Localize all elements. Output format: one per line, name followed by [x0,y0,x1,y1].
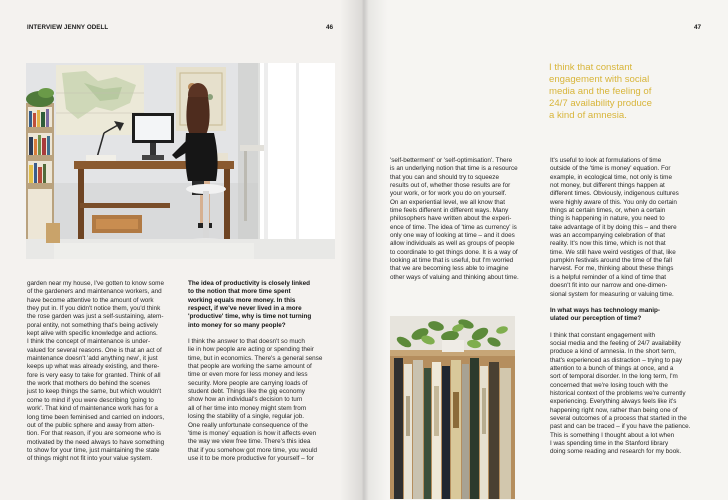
body-line: reality. It's now this time, which is not that [550,240,666,248]
body-line: time. We still have weird vestiges of that, like [550,248,676,256]
body-line: security. More people are carrying loads of [188,379,308,387]
body-line: work'. That kind of maintenance work has for a [27,405,158,413]
body-line: On an experiential level, we all know that [390,198,505,206]
body-line: is an underlying notion that time is a resource [390,165,518,173]
pull-quote-line: engagement with social [549,74,650,85]
question-line: The idea of productivity is closely linked [188,280,310,287]
body-line: 'self-betterment' or 'self-optimisation'. There [390,157,513,164]
body-line: I think that constant engagement with [550,331,656,339]
pull-quote-line: 24/7 availability produce [549,98,652,109]
body-line: 'time is money' equation is how it affects even [188,429,317,437]
body-line: only one way of looking at time – and it does [390,232,515,240]
body-line: allow individuals as well as groups of people [390,240,515,248]
body-line: time or even more for less money and less [188,371,308,379]
body-line: I think the answer to that doesn't so much [188,338,305,346]
body-line: other ways of valuing and thinking about time. [390,273,519,281]
body-line: philosophers have written about the experi- [390,215,512,223]
body-line: is a helpful reminder of a kind of time that [550,273,667,281]
page-number-left: 46 [326,24,334,31]
body-line: all of her time into money might stem from [188,404,307,412]
body-line: to coordinate to get things done. It is a way of [390,248,518,256]
body-line: take advantage of it by doing this – and there [550,223,677,231]
body-line: pumpkin festivals around the time of the fall [550,257,673,265]
body-line: just to keep things the same, but which wouldn't [27,388,162,396]
body-line: show how an individual's decision to turn [188,396,303,404]
question-line: 'productive' time, why is time not turning [188,313,312,321]
body-line: come to mind if you were describing 'going to [27,396,154,404]
body-line: of things might not fit into your value system. [27,455,153,463]
text-column-right-2 [550,157,690,457]
body-line: doing some reading and research for my book. [550,448,682,456]
body-line: that you can and should try to squeeze [390,173,499,181]
body-line: things at certain times, or, when a certain [550,207,666,215]
body-line: different times. Obviously, indigenous cultures [550,190,679,198]
body-line: maintenance doesn't 'add anything new', it just [27,355,158,363]
gutter-shadow [340,0,388,500]
text-column-left-2 [188,280,322,463]
page-number-right: 47 [694,24,702,31]
body-line: keeps up what was already existing, and there- [27,363,160,371]
pull-quote-line: I think that constant [549,62,633,73]
pull-quote-line: media and the feeling of [549,86,652,97]
body-line: that we are becoming less able to imagine [390,265,509,273]
body-line: This is something I thought about a lot when [550,431,675,439]
body-line: kept alive with specific knowledge and actions. [27,330,158,338]
books-plant-photo [390,316,515,499]
question-line: In what ways has technology manip- [550,306,660,314]
body-line: social media and the feeling of 24/7 availability [550,339,681,347]
body-line: that's experienced as distraction – trying to pay [550,356,683,364]
body-line: One really unfortunate consequence of the [188,421,308,429]
body-line: were highly aware of this. You only do certain [550,198,677,206]
body-line: long time been feminised and carried on indoors, [27,413,165,421]
body-line: tion. For that reason, if you are someone who is [27,430,161,438]
body-line: time, but in economics. There's a general sense [188,354,323,362]
body-line: the way we view free time. There's this idea [188,438,311,446]
text-column-left-1 [27,280,164,464]
body-line: have become attentive to the amount of work [27,296,154,304]
pull-quote-line: a kind of amnesia. [549,110,627,121]
body-line: losing the stability of a single, regular job. [188,413,305,421]
body-line: outside of the 'time is money' equation. For [550,165,671,173]
interview-question [188,280,322,330]
body-line: they put in. If you didn't notice them, you'd think [27,305,161,313]
question-line: into money for so many people? [188,321,286,329]
body-line: example, in ecological time, not only is time [550,173,672,181]
office-photo-illustration [26,63,335,259]
body-line: happening right now, rather than being one of [550,406,678,414]
body-line: the work that mothers do behind the scenes [27,380,151,388]
body-line: not money, but different things happen at [550,182,665,190]
office-photo [26,63,335,259]
body-line: garden near my house, I've gotten to know some [27,280,164,287]
body-line: of the gardeners and maintenance workers, and [27,288,162,296]
body-line: to show for your time, just maintaining the state [27,446,160,454]
body-line: fore is very easy to take for granted. Think of all [27,371,161,379]
body-line: experiencing. Everything always feels like it's [550,398,677,406]
text-column-right-1 [390,157,519,282]
body-line: several outcomes of a process that started in the [550,414,687,422]
body-line: I was spending time in the Stanford library [550,440,669,447]
interview-question [550,307,690,324]
body-line: produce a kind of amnesia. In the short term, [550,348,676,356]
body-line: harvest. For me, thinking about these things [550,265,674,273]
body-line: that if you somehow got more time, you would [188,446,318,454]
body-line: attention to a bunch of things at once, and a [550,364,674,372]
body-line: sort of temporal disorder. In the long term, I'm [550,373,678,381]
body-line: use it to be more productive for yourself – for [188,454,314,462]
body-line: ence of time. The idea of 'time as currency' is [390,223,517,231]
question-line: respect, if we've never lived in a more [188,305,302,313]
body-line: thing is happening in nature, you need to [550,215,665,223]
body-line: lie in how people are acting or spending their [188,346,314,354]
body-line: time feels different in different ways. Many [390,207,509,215]
body-line: poral entity, not something that's being actively [27,321,158,329]
books-plant-illustration [390,316,515,499]
body-line: student debt. Things like the gig economy [188,388,305,396]
body-line: historical context of the problems we're currently [550,389,686,397]
body-line: motivated by the need always to have something [27,438,165,446]
body-line: past and can be traced – if you have the patience. [550,423,691,431]
body-line: was an accompanying celebration of that [550,232,665,240]
body-line: doesn't fit into our narrow and one-dimen- [550,282,668,290]
question-line: ulated our perception of time? [550,315,642,323]
body-line: that people are working the same amount of [188,363,312,371]
body-line: out of the public sphere and away from atten- [27,421,155,429]
body-line: results out of, whether those results are for [390,182,511,190]
body-line: your work, or for work you do on yourself. [390,190,507,198]
question-line: to the notion that more time spent [188,288,291,296]
body-line: valued for several reasons. One is that an act of [27,346,162,354]
question-line: working equals more money. In this [188,296,296,304]
body-line: I think the concept of maintenance is under- [27,338,151,346]
body-line: looking at time that is useful, but I'm worried [390,257,514,265]
body-line: the rose garden was just a self-sustaining, atem- [27,313,164,321]
body-line: sional system for measuring or valuing time. [550,290,674,298]
running-head: INTERVIEW JENNY ODELL [27,24,109,31]
pull-quote [549,62,652,122]
body-line: It's useful to look at formulations of time [550,157,662,164]
body-line: concerned that we're losing touch with the [550,381,668,389]
